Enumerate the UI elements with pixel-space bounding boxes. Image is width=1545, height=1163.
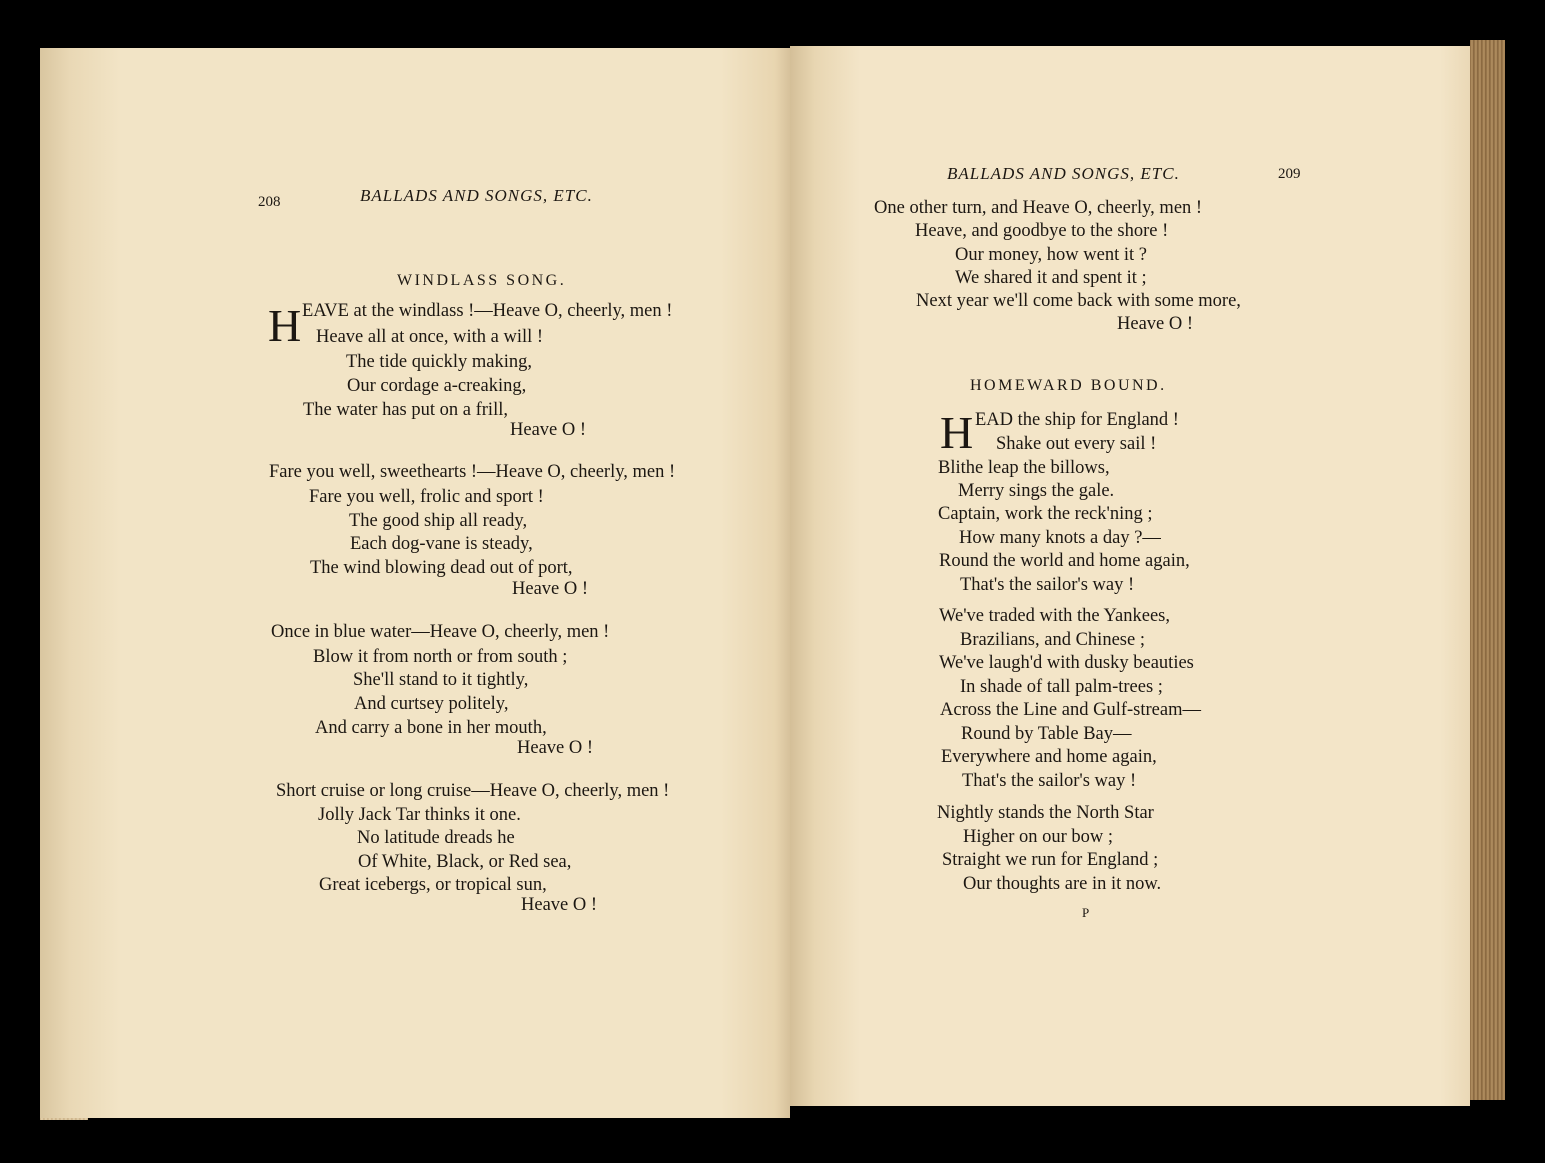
running-head: BALLADS AND SONGS, ETC.	[360, 186, 593, 205]
poem-line: Straight we run for England ;	[942, 850, 1159, 870]
right-page	[790, 46, 1470, 1106]
poem-line: Higher on our bow ;	[963, 827, 1114, 847]
poem-line: Heave O !	[512, 579, 589, 599]
poem-line: Round by Table Bay—	[961, 724, 1132, 744]
poem-line: Heave O !	[510, 420, 587, 440]
poem-line: Captain, work the reck'ning ;	[938, 504, 1153, 524]
poem-line: We've laugh'd with dusky beauties	[939, 653, 1194, 673]
page-number: 208	[258, 194, 281, 210]
open-book	[40, 40, 1505, 1122]
poem-line: Brazilians, and Chinese ;	[960, 630, 1145, 650]
poem-line: Our cordage a-creaking,	[347, 376, 527, 396]
poem-line: EAVE at the windlass !—Heave O, cheerly, men !	[302, 301, 673, 321]
poem-line: Our money, how went it ?	[955, 245, 1147, 265]
poem-line: Heave all at once, with a will !	[316, 327, 544, 347]
poem-title: HOMEWARD BOUND.	[970, 377, 1167, 394]
poem-line: In shade of tall palm-trees ;	[960, 677, 1163, 697]
signature-mark: P	[1082, 905, 1091, 920]
poem-line: Blow it from north or from south ;	[313, 647, 568, 667]
left-page	[40, 48, 790, 1118]
poem-line: Heave O !	[517, 738, 594, 758]
poem-line: One other turn, and Heave O, cheerly, men !	[874, 198, 1203, 218]
poem-line: Heave, and goodbye to the shore !	[915, 221, 1169, 241]
poem-line: Across the Line and Gulf-stream—	[940, 700, 1201, 720]
poem-line: And curtsey politely,	[354, 694, 509, 714]
poem-line: That's the sailor's way !	[962, 771, 1137, 791]
poem-line: Our thoughts are in it now.	[963, 874, 1162, 894]
poem-line: Blithe leap the billows,	[938, 458, 1110, 478]
poem-line: The tide quickly making,	[346, 352, 532, 372]
poem-line: The water has put on a frill,	[303, 400, 508, 420]
poem-line: Shake out every sail !	[996, 434, 1157, 454]
right-page-edges	[1470, 40, 1505, 1100]
page-number: 209	[1278, 166, 1301, 182]
poem-line: We shared it and spent it ;	[955, 268, 1147, 288]
poem-line: How many knots a day ?—	[959, 528, 1161, 548]
poem-line: Great icebergs, or tropical sun,	[319, 875, 547, 895]
poem-line: The wind blowing dead out of port,	[310, 558, 573, 578]
poem-line: Of White, Black, or Red sea,	[358, 852, 572, 872]
drop-cap: H	[268, 300, 302, 351]
poem-line: That's the sailor's way !	[960, 575, 1135, 595]
poem-line: Heave O !	[1117, 314, 1194, 334]
poem-line: Fare you well, frolic and sport !	[309, 487, 544, 507]
poem-line: No latitude dreads he	[357, 828, 515, 848]
poem-line: And carry a bone in her mouth,	[315, 718, 547, 738]
poem-line: The good ship all ready,	[349, 511, 528, 531]
poem-line: Once in blue water—Heave O, cheerly, men !	[271, 622, 610, 642]
poem-line: Everywhere and home again,	[941, 747, 1157, 767]
poem-line: Each dog-vane is steady,	[350, 534, 533, 554]
poem-line: Fare you well, sweethearts !—Heave O, cheerly, men !	[269, 462, 676, 482]
poem-title: WINDLASS SONG.	[397, 272, 567, 289]
poem-line: Jolly Jack Tar thinks it one.	[318, 805, 521, 825]
poem-line: She'll stand to it tightly,	[353, 670, 529, 690]
poem-line: Short cruise or long cruise—Heave O, cheerly, men !	[276, 781, 670, 801]
poem-line: Next year we'll come back with some more,	[916, 291, 1241, 311]
poem-line: EAD the ship for England !	[975, 410, 1179, 430]
poem-line: Heave O !	[521, 895, 598, 915]
poem-line: Round the world and home again,	[939, 551, 1190, 571]
poem-line: Merry sings the gale.	[958, 481, 1115, 501]
poem-line: We've traded with the Yankees,	[939, 606, 1170, 626]
running-head: BALLADS AND SONGS, ETC.	[947, 164, 1180, 183]
drop-cap: H	[940, 407, 974, 458]
poem-line: Nightly stands the North Star	[937, 803, 1154, 823]
